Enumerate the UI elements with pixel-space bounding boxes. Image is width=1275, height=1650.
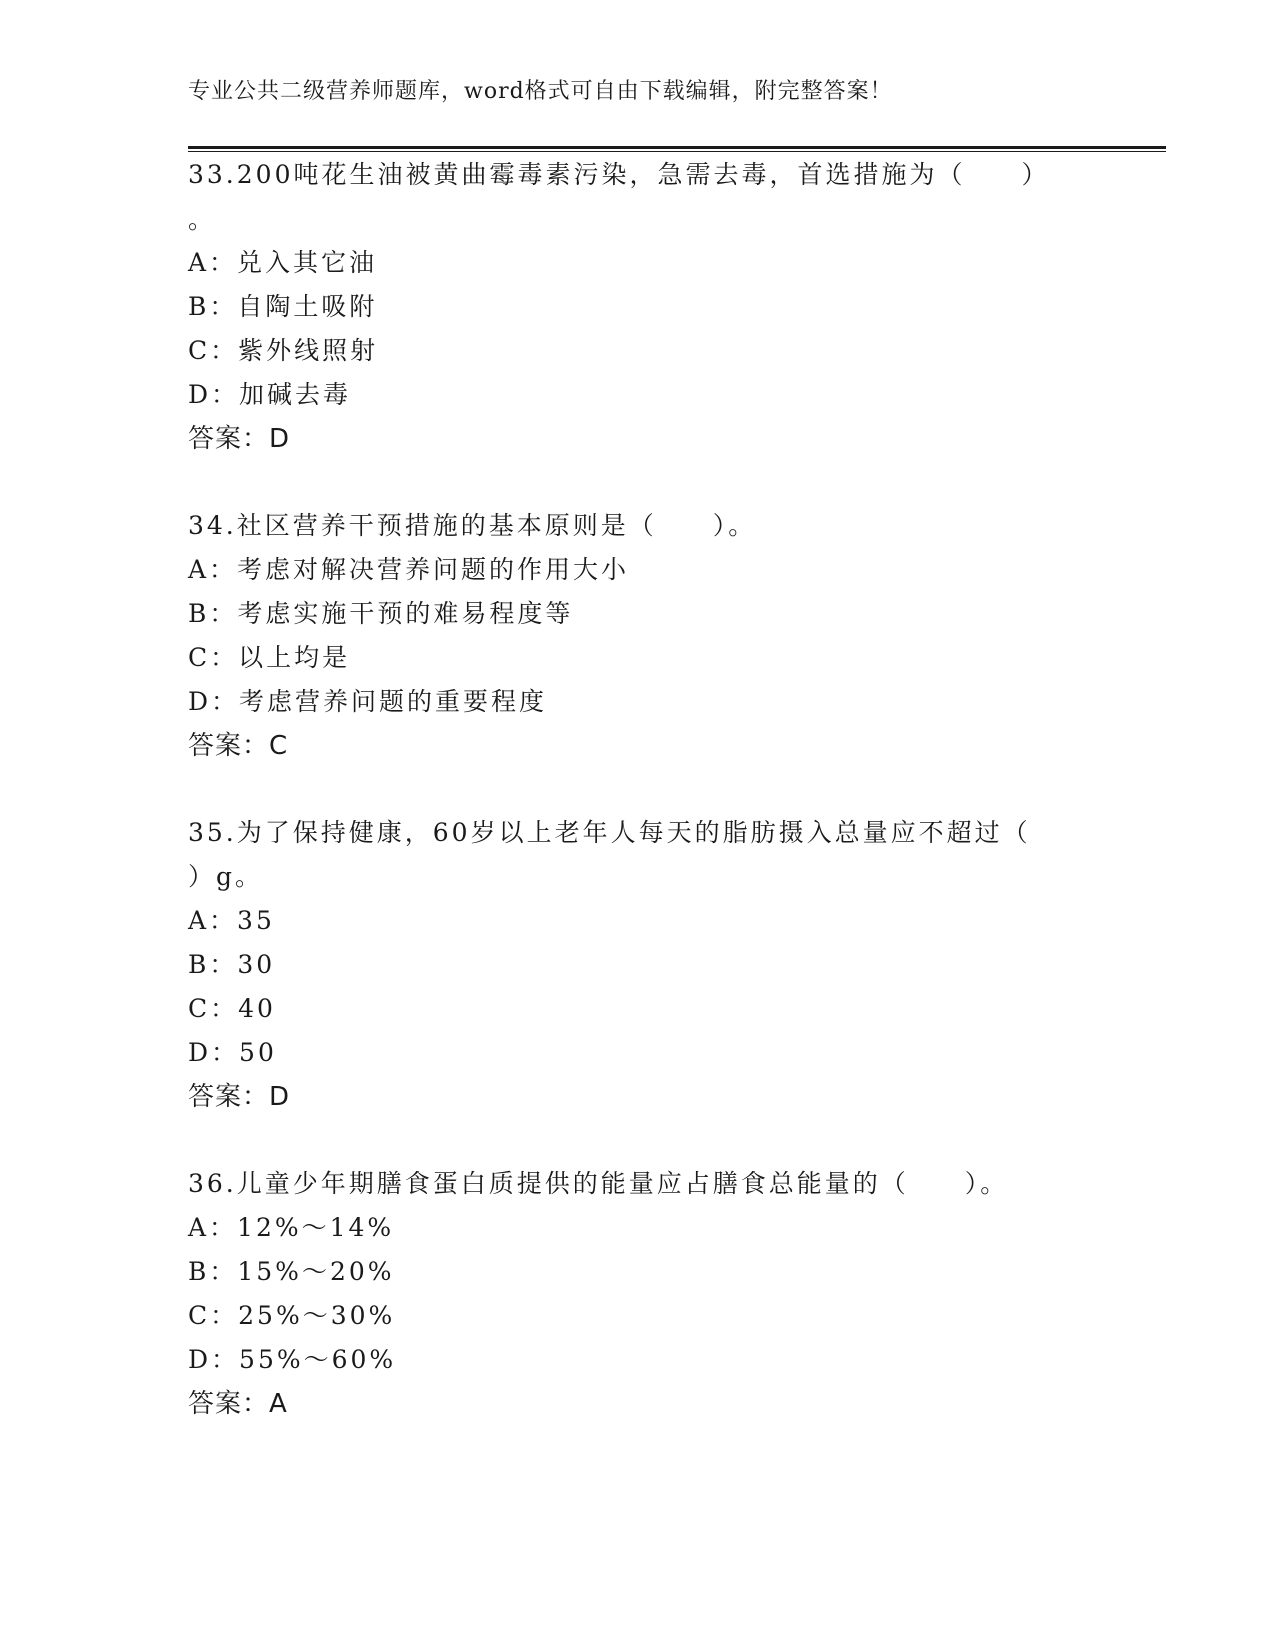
question-33-stem-continuation: 。 xyxy=(188,205,217,234)
question-33-option-d: D：加碱去毒 xyxy=(188,380,352,409)
question-35-option-d: D：50 xyxy=(188,1038,277,1067)
question-36-option-b: B：15%～20% xyxy=(188,1257,395,1286)
question-35-option-b: B：30 xyxy=(188,950,276,979)
question-35-stem-continuation: ）g。 xyxy=(188,862,264,891)
header-divider xyxy=(188,146,1166,152)
question-33-option-b: B：自陶土吸附 xyxy=(188,292,378,321)
question-36-option-a: A：12%～14% xyxy=(188,1213,395,1242)
question-36-answer: 答案：A xyxy=(188,1389,288,1419)
question-36-option-c: C：25%～30% xyxy=(188,1301,396,1330)
question-35-stem: 35.为了保持健康，60岁以上老年人每天的脂肪摄入总量应不超过（ xyxy=(188,818,1031,847)
question-33-option-c: C：紫外线照射 xyxy=(188,336,379,365)
question-34-option-d: D：考虑营养问题的重要程度 xyxy=(188,687,548,716)
question-35-option-c: C：40 xyxy=(188,994,276,1023)
page-header: 专业公共二级营养师题库，word格式可自由下载编辑，附完整答案！ xyxy=(188,79,893,104)
question-33-stem: 33.200吨花生油被黄曲霉毒素污染，急需去毒，首选措施为（ ） xyxy=(188,160,1050,189)
question-34-stem: 34.社区营养干预措施的基本原则是（ ）。 xyxy=(188,511,757,540)
question-34-option-b: B：考虑实施干预的难易程度等 xyxy=(188,599,574,628)
question-34-answer: 答案：C xyxy=(188,731,289,761)
question-35-option-a: A：35 xyxy=(188,906,275,935)
question-36-option-d: D：55%～60% xyxy=(188,1345,397,1374)
question-35-answer: 答案：D xyxy=(188,1082,291,1112)
question-33-answer: 答案：D xyxy=(188,424,291,454)
question-33-option-a: A：兑入其它油 xyxy=(188,248,378,277)
question-34-option-a: A：考虑对解决营养问题的作用大小 xyxy=(188,555,630,584)
question-36-stem: 36.儿童少年期膳食蛋白质提供的能量应占膳食总能量的（ ）。 xyxy=(188,1169,1009,1198)
question-34-option-c: C：以上均是 xyxy=(188,643,351,672)
